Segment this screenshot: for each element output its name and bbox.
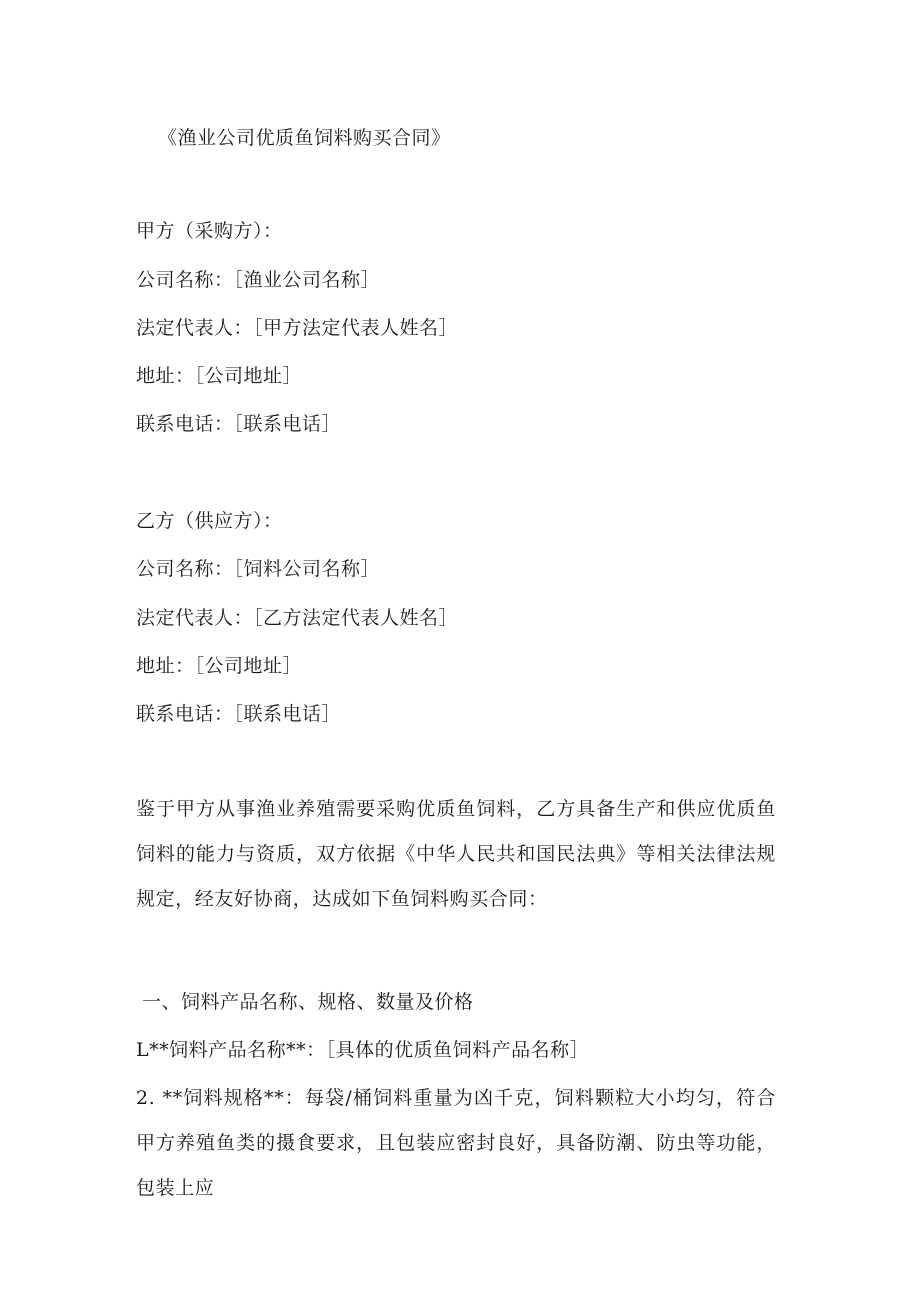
party-a-phone: 联系电话：［联系电话］ <box>136 413 342 435</box>
party-a-heading: 甲方（采购方）： <box>136 220 283 242</box>
section-1-item-1: L**饲料产品名称**：［具体的优质鱼饲料产品名称］ <box>136 1039 590 1061</box>
party-b-heading: 乙方（供应方）： <box>136 510 283 532</box>
section-1-item-2: 2. **饲料规格**：每袋/桶饲料重量为凶千克，饲料颗粒大小均匀，符合甲方养殖鱼类的摄食要求，且包装应密封良好，具备防潮、防虫等功能，包装上应 <box>136 1087 776 1199</box>
party-b-representative: 法定代表人：［乙方法定代表人姓名］ <box>136 607 459 629</box>
party-a-company: 公司名称：［渔业公司名称］ <box>136 269 381 291</box>
party-a-representative: 法定代表人：［甲方法定代表人姓名］ <box>136 317 459 339</box>
contract-title: 《渔业公司优质鱼饲料购买合同》 <box>158 127 451 149</box>
party-b-address: 地址：［公司地址］ <box>136 655 303 677</box>
party-b-company: 公司名称：［饲料公司名称］ <box>136 558 381 580</box>
party-b-phone: 联系电话：［联系电话］ <box>136 703 342 725</box>
section-1-heading: 一、饲料产品名称、规格、数量及价格 <box>142 991 474 1013</box>
party-a-address: 地址：［公司地址］ <box>136 365 303 387</box>
preamble-paragraph: 鉴于甲方从事渔业养殖需要采购优质鱼饲料，乙方具备生产和供应优质鱼饲料的能力与资质，双方依据《中华人民共和国民法典》等相关法律法规规定，经友好协商，达成如下鱼饲料购买合同： <box>136 798 776 910</box>
